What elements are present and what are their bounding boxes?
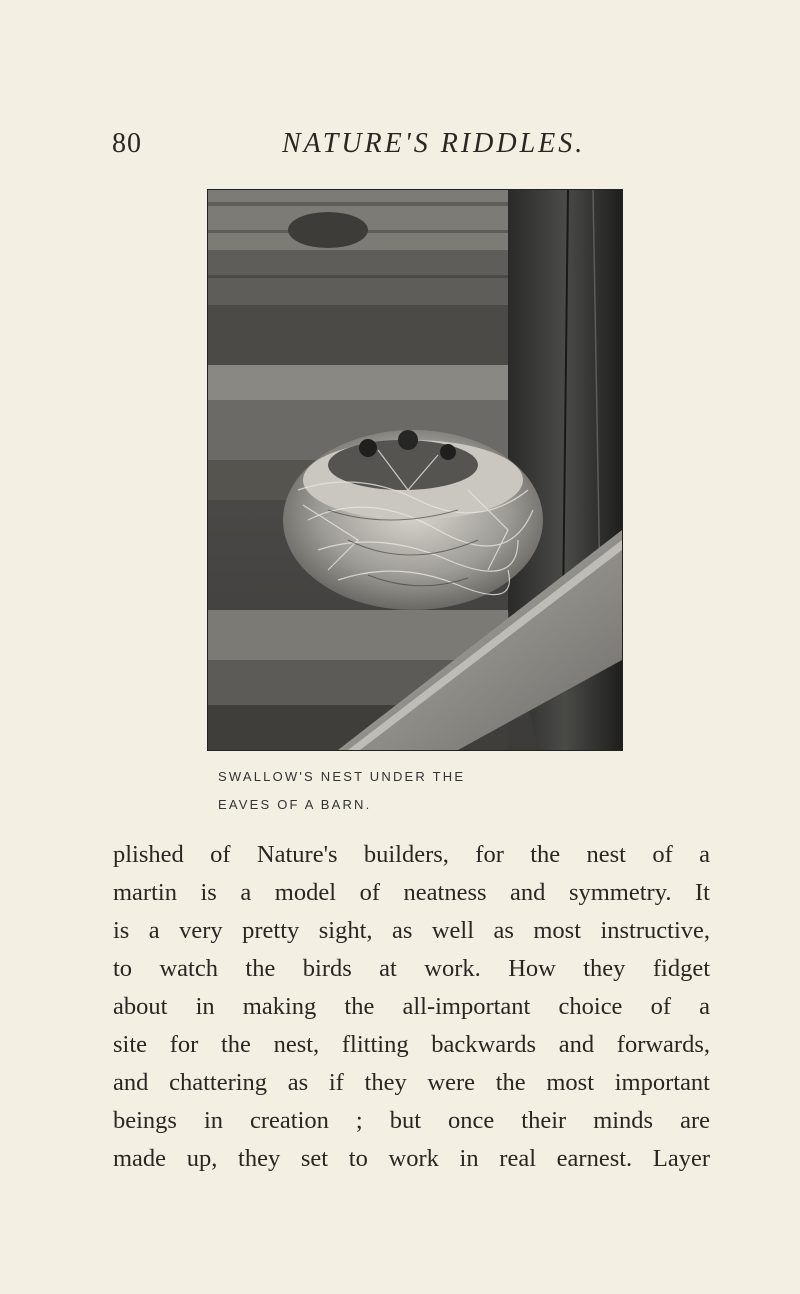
swallow-nest-photo xyxy=(208,190,622,750)
text-line: to watch the birds at work. How they fidget xyxy=(113,955,710,982)
body-paragraph xyxy=(113,836,710,1178)
text-line: is a very pretty sight, as well as most instructive, xyxy=(113,917,710,944)
text-line: site for the nest, flitting backwards and forwards, xyxy=(113,1031,710,1058)
text-line: beings in creation ; but once their minds are xyxy=(113,1107,710,1134)
caption-line: EAVES OF A BARN. xyxy=(218,797,372,812)
caption-line: SWALLOW'S NEST UNDER THE xyxy=(218,769,466,784)
photo-illustration xyxy=(208,190,622,750)
page-number: 80 xyxy=(112,128,142,159)
running-title: NATURE'S RIDDLES. xyxy=(282,128,586,159)
text-line: made up, they set to work in real earnest. Layer xyxy=(113,1145,710,1172)
text-line: and chattering as if they were the most important xyxy=(113,1069,710,1096)
figure-caption xyxy=(218,763,465,819)
text-line: about in making the all-important choice of a xyxy=(113,993,710,1020)
text-line: plished of Nature's builders, for the nest of a xyxy=(113,841,710,868)
text-line: martin is a model of neatness and symmetry. It xyxy=(113,879,710,906)
